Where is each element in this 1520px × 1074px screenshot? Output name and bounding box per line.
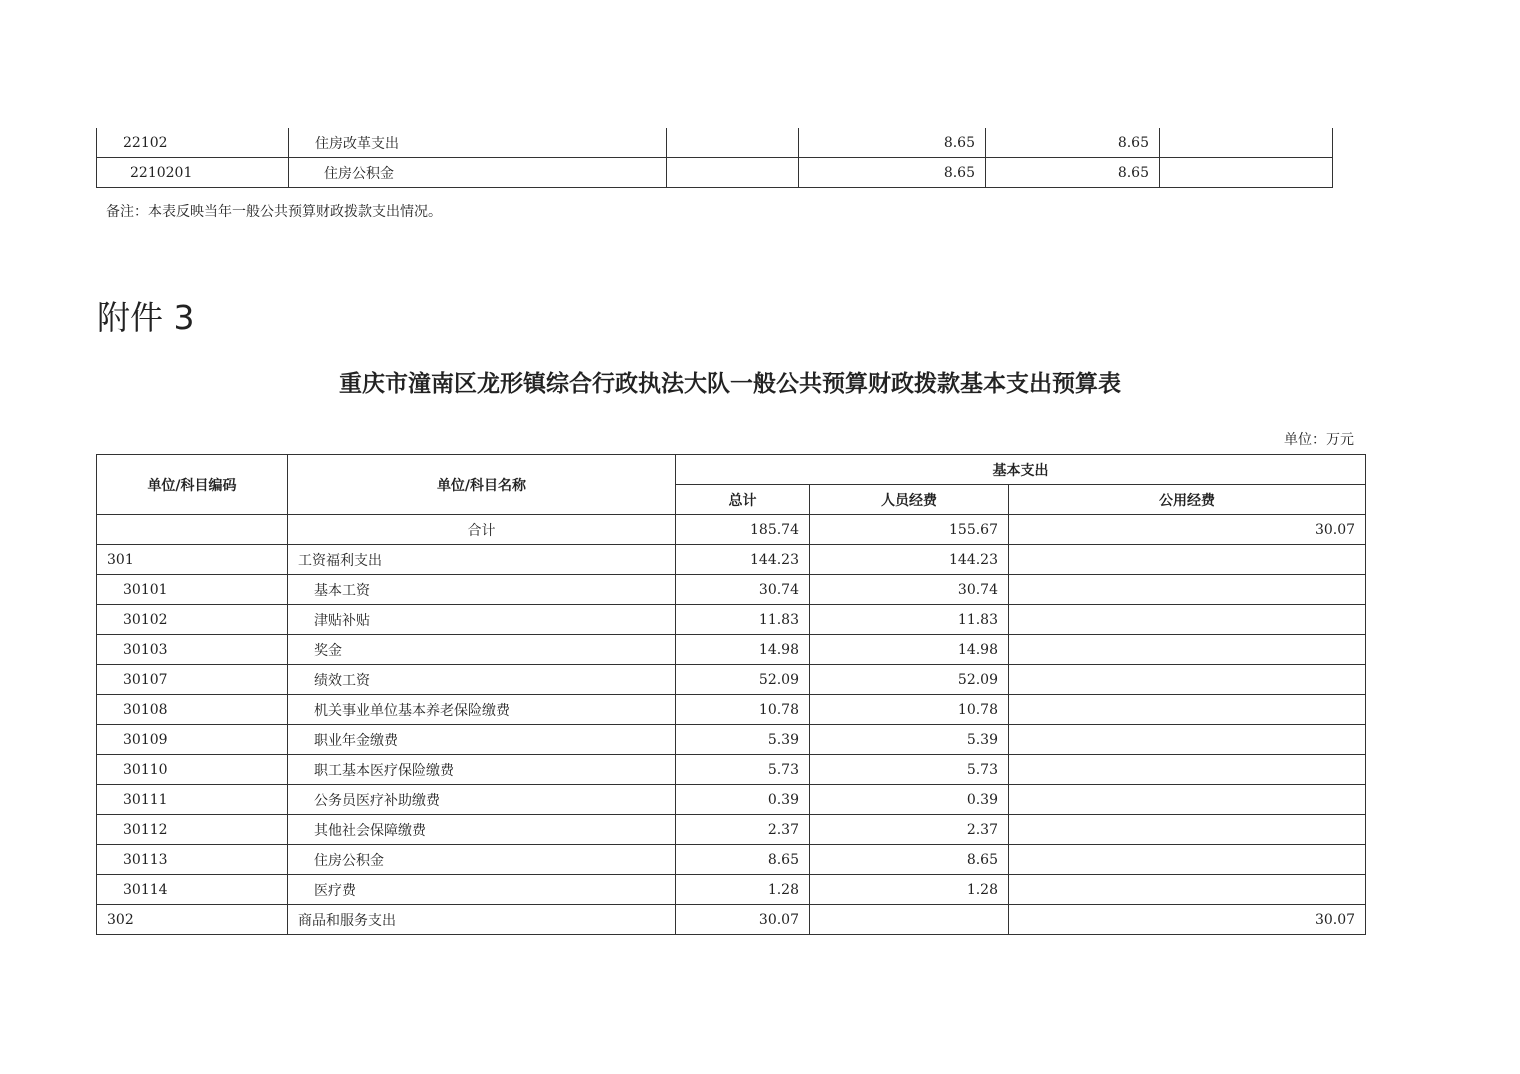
total-cell: 185.74 — [676, 515, 810, 545]
name-cell: 其他社会保障缴费 — [288, 815, 676, 845]
page-title: 重庆市潼南区龙形镇综合行政执法大队一般公共预算财政拨款基本支出预算表 — [339, 371, 1121, 397]
public-cell — [1009, 635, 1366, 665]
name-cell: 住房改革支出 — [289, 128, 667, 158]
personnel-cell: 5.73 — [810, 755, 1009, 785]
total-cell: 10.78 — [676, 695, 810, 725]
personnel-cell: 1.28 — [810, 875, 1009, 905]
table-row — [97, 158, 1333, 188]
code-cell: 30111 — [97, 785, 288, 815]
personnel-cell: 11.83 — [810, 605, 1009, 635]
total-cell: 144.23 — [676, 545, 810, 575]
total-cell: 8.65 — [676, 845, 810, 875]
name-cell: 住房公积金 — [288, 845, 676, 875]
personnel-cell: 155.67 — [810, 515, 1009, 545]
table-row — [97, 905, 1366, 935]
personnel-cell: 52.09 — [810, 665, 1009, 695]
code-cell: 302 — [97, 905, 288, 935]
public-cell — [1009, 725, 1366, 755]
name-cell: 医疗费 — [288, 875, 676, 905]
public-cell — [1009, 575, 1366, 605]
value-cell: 8.65 — [986, 158, 1160, 188]
personnel-cell: 8.65 — [810, 845, 1009, 875]
code-cell: 30109 — [97, 725, 288, 755]
table-row — [97, 755, 1366, 785]
total-cell: 30.07 — [676, 905, 810, 935]
header-public: 公用经费 — [1009, 485, 1366, 515]
code-cell: 30102 — [97, 605, 288, 635]
code-cell: 2210201 — [97, 158, 289, 188]
budget-table — [96, 454, 1366, 935]
personnel-cell: 30.74 — [810, 575, 1009, 605]
code-cell: 30107 — [97, 665, 288, 695]
header-total: 总计 — [676, 485, 810, 515]
continuation-table — [96, 128, 1333, 188]
public-cell: 30.07 — [1009, 515, 1366, 545]
total-cell: 14.98 — [676, 635, 810, 665]
public-cell — [1009, 665, 1366, 695]
value-cell: 8.65 — [986, 128, 1160, 158]
code-cell: 30110 — [97, 755, 288, 785]
header-row — [97, 455, 1366, 485]
value-cell: 8.65 — [799, 158, 986, 188]
unit-label: 单位：万元 — [1284, 432, 1354, 448]
personnel-cell: 5.39 — [810, 725, 1009, 755]
header-code: 单位/科目编码 — [97, 455, 288, 515]
public-cell — [1009, 755, 1366, 785]
personnel-cell: 10.78 — [810, 695, 1009, 725]
public-cell — [1009, 605, 1366, 635]
value-cell — [667, 128, 799, 158]
table-row — [97, 725, 1366, 755]
personnel-cell: 0.39 — [810, 785, 1009, 815]
table-row — [97, 875, 1366, 905]
table-row — [97, 695, 1366, 725]
value-cell — [667, 158, 799, 188]
name-cell: 合计 — [288, 515, 676, 545]
total-cell: 5.39 — [676, 725, 810, 755]
public-cell — [1009, 785, 1366, 815]
value-cell — [1160, 128, 1333, 158]
code-cell: 30108 — [97, 695, 288, 725]
public-cell — [1009, 695, 1366, 725]
name-cell: 商品和服务支出 — [288, 905, 676, 935]
public-cell — [1009, 845, 1366, 875]
name-cell: 绩效工资 — [288, 665, 676, 695]
annex-label: 附件 3 — [97, 298, 195, 337]
name-cell: 职工基本医疗保险缴费 — [288, 755, 676, 785]
value-cell: 8.65 — [799, 128, 986, 158]
code-cell: 30101 — [97, 575, 288, 605]
header-name: 单位/科目名称 — [288, 455, 676, 515]
table-row — [97, 635, 1366, 665]
code-cell — [97, 515, 288, 545]
public-cell — [1009, 875, 1366, 905]
code-cell: 22102 — [97, 128, 289, 158]
personnel-cell — [810, 905, 1009, 935]
table-row — [97, 605, 1366, 635]
table-row — [97, 128, 1333, 158]
name-cell: 工资福利支出 — [288, 545, 676, 575]
public-cell — [1009, 545, 1366, 575]
public-cell — [1009, 815, 1366, 845]
table-row — [97, 845, 1366, 875]
name-cell: 公务员医疗补助缴费 — [288, 785, 676, 815]
table-row — [97, 665, 1366, 695]
total-cell: 2.37 — [676, 815, 810, 845]
personnel-cell: 14.98 — [810, 635, 1009, 665]
code-cell: 30103 — [97, 635, 288, 665]
header-group: 基本支出 — [676, 455, 1366, 485]
total-cell: 1.28 — [676, 875, 810, 905]
name-cell: 职业年金缴费 — [288, 725, 676, 755]
total-cell: 30.74 — [676, 575, 810, 605]
table-row — [97, 575, 1366, 605]
code-cell: 30113 — [97, 845, 288, 875]
total-row — [97, 515, 1366, 545]
table-row — [97, 785, 1366, 815]
name-cell: 津贴补贴 — [288, 605, 676, 635]
total-cell: 52.09 — [676, 665, 810, 695]
total-cell: 0.39 — [676, 785, 810, 815]
value-cell — [1160, 158, 1333, 188]
table-row — [97, 815, 1366, 845]
table-row — [97, 545, 1366, 575]
header-personnel: 人员经费 — [810, 485, 1009, 515]
personnel-cell: 144.23 — [810, 545, 1009, 575]
name-cell: 住房公积金 — [289, 158, 667, 188]
name-cell: 基本工资 — [288, 575, 676, 605]
code-cell: 30114 — [97, 875, 288, 905]
public-cell: 30.07 — [1009, 905, 1366, 935]
name-cell: 机关事业单位基本养老保险缴费 — [288, 695, 676, 725]
personnel-cell: 2.37 — [810, 815, 1009, 845]
total-cell: 11.83 — [676, 605, 810, 635]
table-note: 备注：本表反映当年一般公共预算财政拨款支出情况。 — [106, 204, 442, 220]
name-cell: 奖金 — [288, 635, 676, 665]
code-cell: 30112 — [97, 815, 288, 845]
code-cell: 301 — [97, 545, 288, 575]
total-cell: 5.73 — [676, 755, 810, 785]
